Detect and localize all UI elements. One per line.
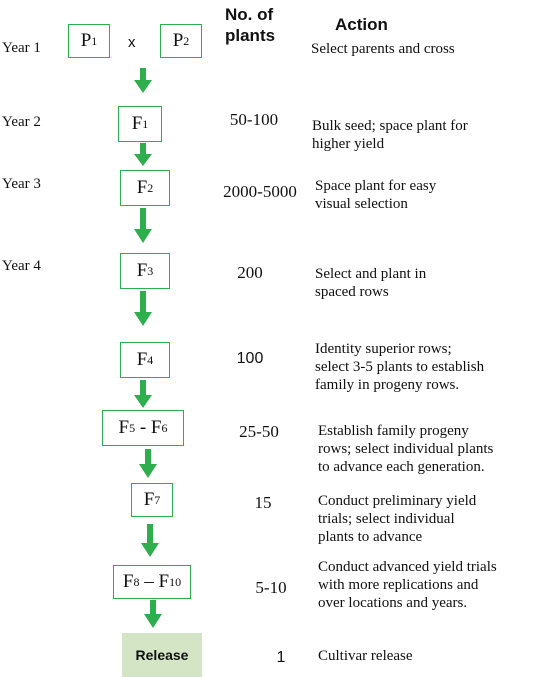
action-line: with more replications and: [318, 577, 479, 593]
action-line: over locations and years.: [318, 595, 468, 611]
header-plants-line1: No. of: [225, 5, 274, 24]
count-f8-f10: 5-10: [255, 578, 287, 597]
gen-sub: 5: [129, 420, 136, 435]
gen-dash: -: [135, 417, 151, 438]
arrow-down-3: [134, 208, 152, 243]
gen-base2: F: [158, 571, 170, 592]
p1-base: P: [80, 30, 92, 51]
year-label-2: Year 2: [2, 114, 41, 130]
arrow-down-2: [134, 143, 152, 166]
count-f2: 2000-5000: [223, 182, 297, 201]
cross-symbol: x: [128, 34, 136, 51]
action-line: select 3-5 plants to establish: [315, 359, 485, 375]
action-release: [318, 647, 413, 665]
gen-sub: 8: [133, 574, 140, 589]
action-line: visual selection: [315, 196, 408, 212]
gen-dash: –: [139, 571, 159, 592]
action-f5-f6: [318, 422, 493, 476]
count-f1: 50-100: [229, 110, 279, 129]
gen-base: F: [131, 113, 143, 134]
year-label-3: Year 3: [2, 176, 41, 192]
action-line: Conduct preliminary yield: [318, 493, 477, 509]
action-line: family in progeny rows.: [315, 377, 460, 393]
count-release: 1: [276, 649, 286, 666]
action-line: Cultivar release: [318, 648, 413, 664]
release-box: Release: [122, 633, 202, 677]
count-f5-f6: 25-50: [239, 422, 279, 441]
year-label-4: Year 4: [2, 258, 41, 274]
gen-sub: 2: [147, 180, 154, 195]
action-f2: [315, 177, 436, 213]
action-line: to advance each generation.: [318, 459, 485, 475]
action-line: Identity superior rows;: [315, 341, 452, 357]
action-f3: [315, 265, 426, 301]
arrow-down-5: [134, 380, 152, 408]
action-line: Establish family progeny: [318, 423, 469, 439]
action-f8-f10: [318, 558, 497, 612]
arrow-down-4: [134, 291, 152, 326]
action-line: rows; select individual plants: [318, 441, 494, 457]
action-f4: [315, 340, 484, 394]
count-f4: 100: [236, 350, 264, 367]
action-line: spaced rows: [315, 284, 389, 300]
arrow-down-8: [144, 600, 162, 628]
gen-base: F: [122, 571, 134, 592]
header-plants-line2: plants: [225, 26, 276, 45]
p2-base: P: [172, 30, 184, 51]
gen-sub: 7: [154, 492, 161, 507]
arrow-down-1: [134, 68, 152, 93]
action-line: trials; select individual: [318, 511, 455, 527]
action-f1: [312, 117, 468, 153]
arrow-down-6: [139, 449, 157, 478]
arrow-down-7: [141, 524, 159, 557]
action-year1: [311, 40, 455, 58]
gen-sub: 3: [147, 263, 154, 278]
action-line: Bulk seed; space plant for: [312, 118, 468, 134]
action-line: higher yield: [312, 136, 385, 152]
year-label-1: Year 1: [2, 40, 41, 56]
action-f7: [318, 492, 476, 546]
gen-base: F: [136, 177, 148, 198]
gen-base: F: [136, 260, 148, 281]
header-action: Action: [335, 15, 388, 34]
gen-base: F: [136, 349, 148, 370]
action-line: Select parents and cross: [311, 41, 455, 57]
count-f3: 200: [237, 263, 263, 282]
action-line: Select and plant in: [315, 266, 427, 282]
p2-sub: 2: [183, 33, 190, 48]
gen-sub: 1: [142, 116, 149, 131]
gen-base: F: [143, 489, 155, 510]
gen-sub2: 10: [169, 574, 182, 589]
action-line: plants to advance: [318, 529, 423, 545]
gen-sub2: 6: [161, 420, 168, 435]
gen-base: F: [118, 417, 130, 438]
gen-base2: F: [150, 417, 162, 438]
gen-sub: 4: [147, 352, 154, 367]
p1-sub: 1: [91, 33, 98, 48]
action-line: Space plant for easy: [315, 178, 437, 194]
count-f7: 15: [254, 493, 272, 512]
action-line: Conduct advanced yield trials: [318, 559, 497, 575]
